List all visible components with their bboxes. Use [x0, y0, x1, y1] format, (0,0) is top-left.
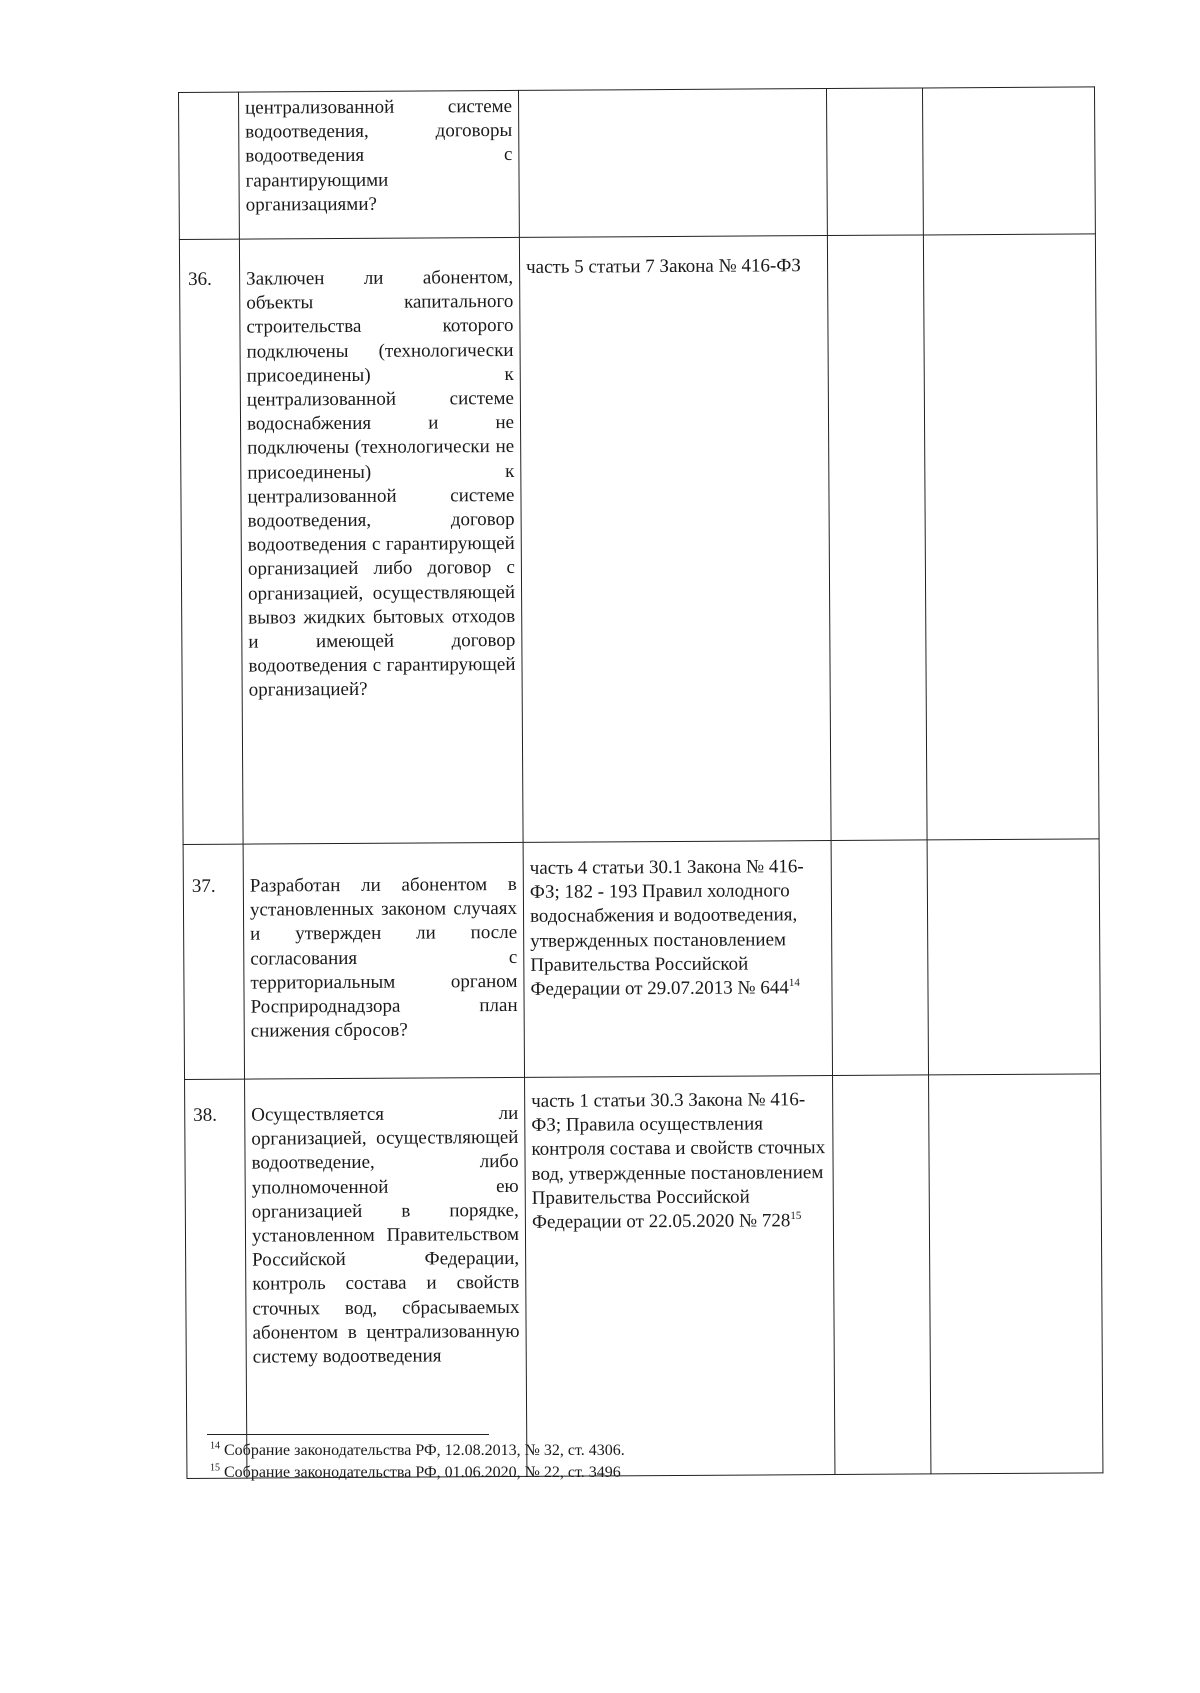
- row-number: 38.: [185, 1079, 247, 1478]
- footnotes: [210, 1440, 910, 1484]
- answer-cell: [831, 840, 928, 1076]
- requirements-table: [178, 86, 1103, 1479]
- footnote-separator: [207, 1434, 489, 1435]
- legal-reference: [518, 89, 827, 238]
- footnote-mark: 15: [210, 1462, 220, 1474]
- question-text: централизованной системе водоотведения, договоры водоотведения с гарантирующими организациями?: [239, 90, 520, 239]
- footnote-mark: 15: [790, 1209, 802, 1222]
- reference-text: часть 1 статьи 30.3 Закона № 416-ФЗ; Правила осуществления контроля состава и свойств сточных вод, утвержденные постановлением Правительства Российской Федерации от 22.05.2020 № 728: [531, 1089, 826, 1233]
- footnote-mark: 14: [788, 976, 800, 989]
- legal-reference: [519, 236, 831, 843]
- legal-reference: [525, 1076, 835, 1477]
- answer-cell: [833, 1075, 931, 1475]
- legal-reference: [523, 841, 832, 1078]
- note-cell: [927, 839, 1100, 1075]
- table-row-continuation: [179, 87, 1096, 240]
- note-cell: [922, 87, 1095, 235]
- reference-text: часть 4 статьи 30.1 Закона № 416-ФЗ; 182 - 193 Правил холодного водоснабжения и водоотведения, утвержденных постановлением Правительства Российской Федерации от 29.07.2013 № 644: [529, 856, 804, 1000]
- question-text: Осуществляется ли организацией, осуществляющей водоотведение, либо уполномоченной ею организацией в порядке, установленном Правительством Российской Федерации, контроль состава и свойств сточных вод, сбрасываемых абонентом в централизованную систему водоотведения: [245, 1077, 527, 1478]
- reference-text: часть 5 статьи 7 Закона № 416-ФЗ: [526, 255, 801, 278]
- row-number: 37.: [183, 844, 244, 1079]
- answer-cell: [826, 88, 923, 236]
- question-text: Разработан ли абонентом в установленных законом случаях и утвержден ли после согласования с территориальным органом Росприроднадзора план снижения сбросов?: [243, 842, 524, 1079]
- table-row: [179, 234, 1099, 845]
- table-row: [183, 839, 1100, 1080]
- footnote-mark: 14: [210, 1440, 220, 1452]
- question-text: Заключен ли абонентом, объекты капитального строительства которого подключены (технологически присоединены) к централизованной системе водоснабжения и не подключены (технологически не присоединены) к централизованной системе водоотведения, договор водоотведения с гарантирующей организацией либо договор с организацией, осуществляющей вывоз жидких бытовых отходов и имеющей договор водоотведения с гарантирующей организацией?: [239, 237, 523, 844]
- table-row: [185, 1074, 1103, 1479]
- footnote-text: Собрание законодательства РФ, 12.08.2013, № 32, ст. 4306.: [224, 1442, 625, 1459]
- row-number: 36.: [179, 239, 243, 844]
- note-cell: [929, 1074, 1103, 1474]
- row-number: [179, 92, 240, 239]
- footnote: [210, 1440, 910, 1462]
- note-cell: [923, 234, 1099, 840]
- footnote-text: Собрание законодательства РФ, 01.06.2020, № 22, ст. 3496: [224, 1464, 621, 1481]
- answer-cell: [827, 235, 927, 841]
- footnote: [210, 1462, 910, 1484]
